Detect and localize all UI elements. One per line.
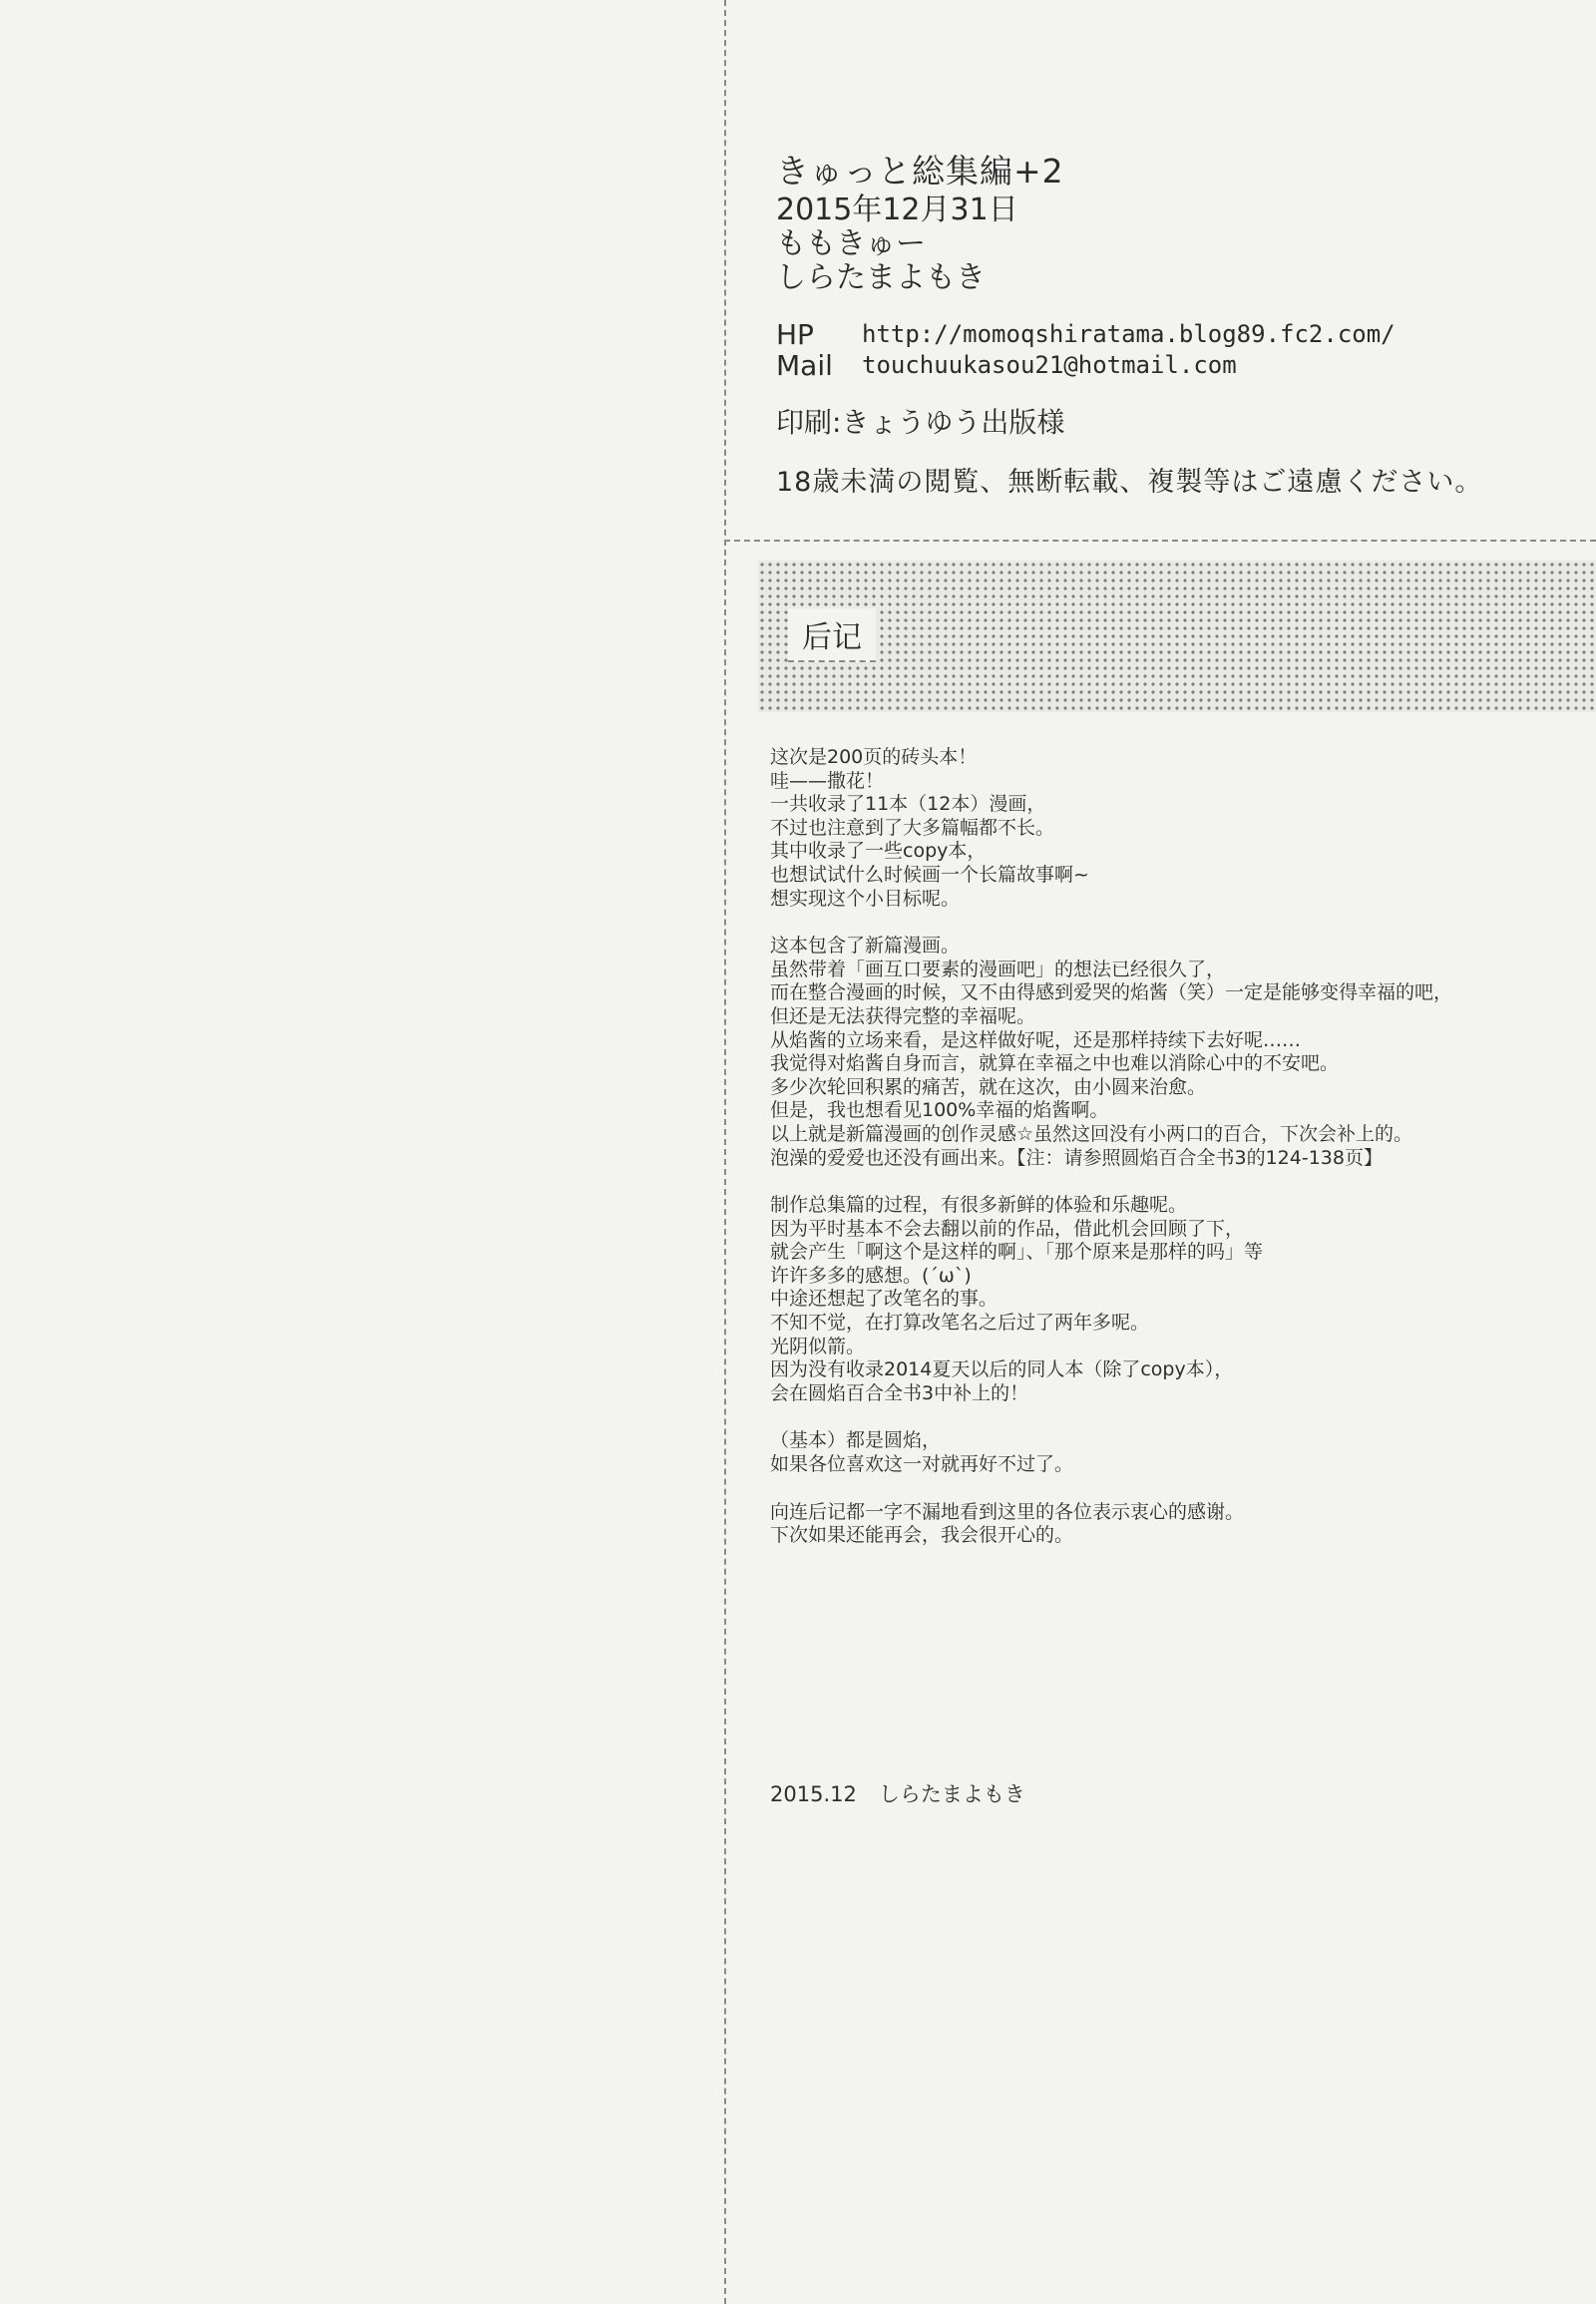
- afterword-line: 但是，我也想看见100%幸福的焰酱啊。: [770, 1099, 1109, 1122]
- vertical-dashed-divider: [724, 0, 726, 2304]
- afterword-heading: 后记: [788, 608, 876, 662]
- afterword-line: 我觉得对焰酱自身而言，就算在幸福之中也难以消除心中的不安吧。: [770, 1052, 1340, 1075]
- afterword-line: 其中收录了一些copy本，: [770, 840, 987, 863]
- afterword-line: 不知不觉，在打算改笔名之后过了两年多呢。: [770, 1312, 1150, 1335]
- contact-info: [776, 319, 1574, 381]
- mail-address: touchuukasou21@hotmail.com: [862, 351, 1237, 379]
- afterword-line: 因为没有收录2014夏天以后的同人本（除了copy本），: [770, 1358, 1234, 1381]
- publication-date: 2015年12月31日: [776, 192, 1018, 227]
- afterword-line: 一共收录了11本（12本）漫画，: [770, 793, 1046, 816]
- afterword-paragraph: [770, 746, 1578, 911]
- afterword-line: 会在圆焰百合全书3中补上的！: [770, 1381, 1029, 1404]
- afterword-line: 向连后记都一字不漏地看到这里的各位表示衷心的感谢。: [770, 1500, 1245, 1523]
- afterword-line: 从焰酱的立场来看，是这样做好呢，还是那样持续下去好呢……: [770, 1028, 1302, 1051]
- afterword-banner: [758, 561, 1596, 712]
- afterword-line: 就会产生「啊这个是这样的啊」、「那个原来是那样的吗」等: [770, 1241, 1264, 1264]
- horizontal-dashed-divider: [724, 540, 1596, 542]
- homepage-row: [776, 319, 1574, 350]
- age-notice: 18歳未満の閲覧、無断転載、複製等はご遠慮ください。: [776, 467, 1483, 498]
- afterword-body: [770, 746, 1578, 1572]
- afterword-line: 也想试试什么时候画一个长篇故事啊~: [770, 863, 1089, 886]
- hp-url: http://momoqshiratama.blog89.fc2.com/: [862, 320, 1396, 348]
- signature: [770, 1781, 1025, 1807]
- afterword-line: 多少次轮回积累的痛苦，就在这次，由小圆来治愈。: [770, 1075, 1207, 1098]
- printer-credit: 印刷:きょうゆう出版様: [776, 406, 1065, 439]
- afterword-line: 这本包含了新篇漫画。: [770, 935, 961, 958]
- colophon: [776, 150, 1574, 501]
- afterword-paragraph: [770, 935, 1578, 1170]
- signature-date: 2015.12: [770, 1782, 857, 1806]
- afterword-line: 哇——撒花！: [770, 769, 885, 792]
- author-name: しらたまよもき: [776, 260, 986, 295]
- afterword-paragraph: [770, 1429, 1578, 1476]
- signature-name: しらたまよもき: [878, 1782, 1025, 1806]
- afterword-line: 这次是200页的砖头本！: [770, 746, 978, 768]
- book-title: きゅっと総集編+2: [776, 152, 1064, 191]
- afterword-line: 光阴似箭。: [770, 1335, 866, 1357]
- afterword-line: 想实现这个小目标呢。: [770, 887, 961, 910]
- hp-label: HP: [776, 318, 814, 351]
- afterword-line: 虽然带着「画互口要素的漫画吧」的想法已经很久了，: [770, 958, 1226, 980]
- afterword-line: 如果各位喜欢这一对就再好不过了。: [770, 1453, 1074, 1476]
- afterword-paragraph: [770, 1194, 1578, 1405]
- afterword-paragraph: [770, 1501, 1578, 1548]
- mail-row: [776, 350, 1574, 381]
- afterword-line: （基本）都是圆焰，: [770, 1429, 942, 1452]
- afterword-line: 泡澡的爱爱也还没有画出来。【注：请参照圆焰百合全书3的124-138页】: [770, 1146, 1383, 1169]
- afterword-line: 而在整合漫画的时候，又不由得感到爱哭的焰酱（笑）一定是能够变得幸福的吧，: [770, 981, 1453, 1004]
- circle-name: ももきゅー: [776, 226, 926, 261]
- afterword-line: 中途还想起了改笔名的事。: [770, 1288, 998, 1311]
- afterword-line: 不过也注意到了大多篇幅都不长。: [770, 816, 1055, 839]
- afterword-line: 下次如果还能再会，我会很开心的。: [770, 1524, 1074, 1547]
- afterword-line: 制作总集篇的过程，有很多新鲜的体验和乐趣呢。: [770, 1194, 1188, 1217]
- afterword-line: 以上就是新篇漫画的创作灵感☆虽然这回没有小两口的百合，下次会补上的。: [770, 1122, 1413, 1145]
- mail-label: Mail: [776, 349, 833, 382]
- afterword-line: 但还是无法获得完整的幸福呢。: [770, 1004, 1036, 1027]
- afterword-line: 因为平时基本不会去翻以前的作品，借此机会回顾了下，: [770, 1217, 1245, 1240]
- afterword-line: 许许多多的感想。(´ω`): [770, 1264, 972, 1287]
